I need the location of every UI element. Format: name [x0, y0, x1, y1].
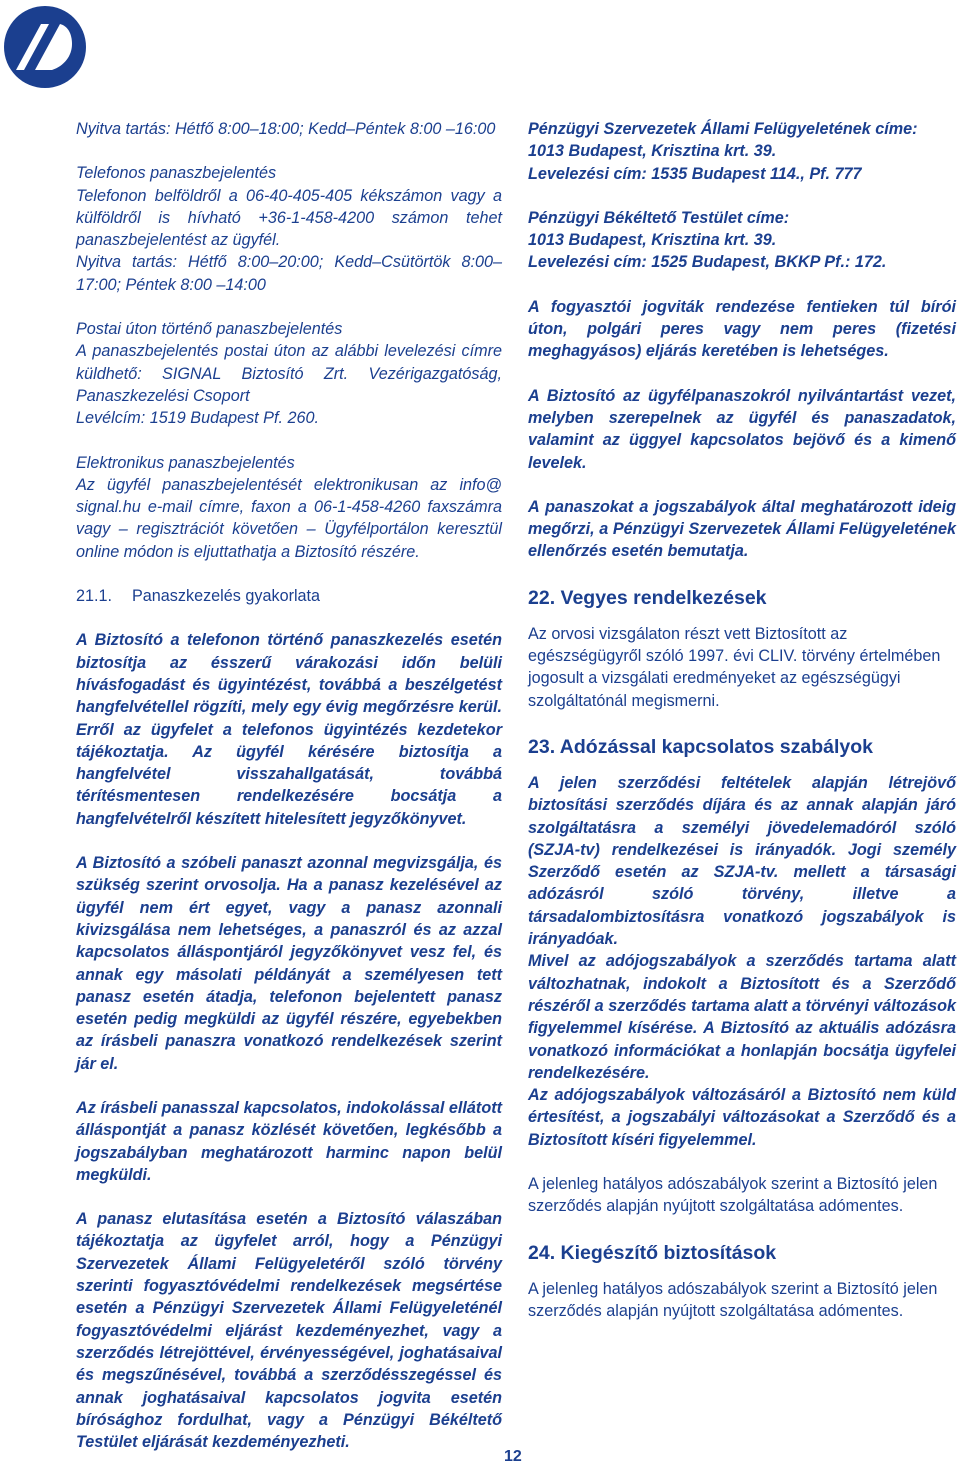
written-complaint-paragraph: Az írásbeli panasszal kapcsolatos, indokolással ellátott álláspontját a panasz közlését követően, legkésőbb a jogszabályban meghatározott harminc napon belül megküldi. — [76, 1098, 502, 1184]
oral-complaint-paragraph: A Biztosító a szóbeli panaszt azonnal megvizsgálja, és szükség szerint orvosolja. Ha a panasz kezelésével az ügyfél nem ért egyet, vagy a panasz azonnali kivizsgálása nem lehetséges, a panaszról és az azzal kapcsolatos álláspontjáról jegyzőkönyvet vesz fel, és annak egy másolati példányát a személyesen tett panasz esetén átadja, telefonon bejelentett panasz esetén pedig megküldi az ügyfél részére, egyebekben az írásbeli panaszra vonatkozó rendelkezések szerint jár el. — [76, 854, 502, 1073]
right-column — [528, 118, 956, 1322]
phone-complaint-title: Telefonos panaszbejelentés — [76, 164, 277, 183]
section-number: 21.1. — [76, 587, 113, 606]
psaf-mail-address: Levelezési cím: 1535 Budapest 114., Pf. 777 — [528, 164, 862, 183]
page-number: 12 — [504, 1448, 522, 1465]
phone-complaint-text: Telefonon belföldről a 06-40-405-405 kékszámon vagy a külföldről is hívható +36-1-458-4200 számon tehet panaszbejelentést az ügyfél. — [76, 186, 502, 250]
phone-handling-paragraph: A Biztosító a telefonon történő panaszkezelés esetén biztosítja az ésszerű várakozási időn belüli hívásfogadást és ügyintézést, továbbá a beszélgetést hangfelvétellel rögzíti, mely egy évig megőrzésre kerül. Erről az ügyfelet a telefonos ügyintézés kezdetekor tájékoztatja. Az ügyfél kérésére biztosítja a hangfelvétel visszahallgatását, továbbá térítésmentesen rendelkezésére bocsátja a hangfelvételről készített hitelesített jegyzőkönyvet. — [76, 631, 502, 828]
court-paragraph: A fogyasztói jogviták rendezése fentieken túl bírói úton, polgári peres vagy nem peres (fizetési meghagyásos) eljárás keretében is lehetséges. — [528, 297, 956, 361]
tax-notification-paragraph: Az adójogszabályok változásáról a Biztosító nem küld értesítést, a jogszabályi változásokat a Szerződő és a Biztosított kíséri figyelemmel. — [528, 1086, 956, 1149]
postal-address: Levélcím: 1519 Budapest Pf. 260. — [76, 409, 319, 428]
psaf-address: 1013 Budapest, Krisztina krt. 39. — [528, 142, 777, 161]
tax-exempt-paragraph: A jelenleg hatályos adószabályok szerint a Biztosító jelen szerződés alapján nyújtott szolgáltatása adómentes. — [528, 1174, 938, 1216]
psaf-address-title: Pénzügyi Szervezetek Állami Felügyeletének címe: — [528, 120, 918, 138]
electronic-complaint-text: Az ügyfél panaszbejelentését elektronikusan az info@ signal.hu e-mail címre, faxon a 06-1-458-4260 faxszámra vagy – regisztrációt követően – Ügyfélportálon keresztül online módon is eljuttathatja a Biztosító részére. — [76, 475, 502, 561]
postal-complaint-title: Postai úton történő panaszbejelentés — [76, 320, 343, 339]
phone-complaint-hours: Nyitva tartás: Hétfő 8:00–20:00; Kedd–Csütörtök 8:00–17:00; Péntek 8:00 –14:00 — [76, 253, 502, 294]
section-21-1-heading — [76, 585, 502, 607]
retention-paragraph: A panaszokat a jogszabályok által meghatározott ideig megőrzi, a Pénzügyi Szervezetek Állami Felügyeletének ellenőrzés esetén bemutatja. — [528, 497, 956, 561]
pbt-address: 1013 Budapest, Krisztina krt. 39. — [528, 231, 777, 250]
electronic-complaint-title: Elektronikus panaszbejelentés — [76, 453, 295, 472]
opening-hours: Nyitva tartás: Hétfő 8:00–18:00; Kedd–Péntek 8:00 –16:00 — [76, 120, 496, 138]
section-23-heading: 23. Adózással kapcsolatos szabályok — [528, 735, 874, 758]
rejection-paragraph: A panasz elutasítása esetén a Biztosító válaszában tájékoztatja az ügyfelet arról, hogy a Pénzügyi Szervezetek Állami Felügyeletéről szóló törvény szerinti fogyasztóvédelmi rendelkezések megsértése esetén a Pénzügyi Szervezetek Állami Felügyeleténél fogyasztóvédelmi eljárást kezdeményezhet, vagy a szerződés létrejöttével, érvényességével, joghatásaival és megszűnésével, továbbá a szerződésszegéssel és annak joghatásaival kapcsolatos jogvita esetén bírósághoz fordulhat, vagy a Pénzügyi Békéltető Testület eljárását kezdeményezheti. — [76, 1210, 502, 1452]
postal-complaint-text: A panaszbejelentés postai úton az alábbi levelezési címre küldhető: SIGNAL Biztosító Zrt. Vezérigazgatóság, Panaszkezelési Csoport — [76, 342, 502, 405]
tax-rules-paragraph: A jelen szerződési feltételek alapján létrejövő biztosítási szerződés díjára és az annak alapján járó szolgáltatásra a személyi jövedelemadóról szóló (SZJA-tv) rendelkezései is irányadók. Jogi személy Szerződő esetén az SZJA-tv. mellett a társasági adózásról szóló törvény, illetve a társadalombiztosításra vonatkozó jogszabályok is irányadóak. — [528, 773, 956, 949]
register-paragraph: A Biztosító az ügyfélpanaszokról nyilvántartást vezet, melyben szerepelnek az ügyfél és panaszadatok, valamint az üggyel kapcsolatos bejövő és a kimenő levelek. — [528, 386, 956, 472]
pbt-mail-address: Levelezési cím: 1525 Budapest, BKKP Pf.: 172. — [528, 253, 887, 272]
section-24-heading: 24. Kiegészítő biztosítások — [528, 1241, 777, 1264]
section-22-heading: 22. Vegyes rendelkezések — [528, 586, 767, 609]
supplementary-tax-paragraph: A jelenleg hatályos adószabályok szerint a Biztosító jelen szerződés alapján nyújtott szolgáltatása adómentes. — [528, 1279, 938, 1320]
tax-changes-paragraph: Mivel az adójogszabályok a szerződés tartama alatt változhatnak, indokolt a Biztosított és a Szerződő részéről a szerződés tartama alatt a törvényi változások figyelemmel kísérése. A Biztosító az aktuális adózásra vonatkozó információkat a honlapján bocsátja ügyfelei rendelkezésére. — [528, 952, 956, 1082]
signal-logo-icon — [2, 4, 88, 90]
medical-paragraph: Az orvosi vizsgálaton részt vett Biztosított az egészségügyről szóló 1997. évi CLIV. törvény értelmében jogosult a vizsgálati eredményeket az egészségügyi szolgáltatónál megismerni. — [528, 624, 941, 710]
section-title: Panaszkezelés gyakorlata — [132, 587, 321, 606]
left-column — [76, 118, 502, 1453]
pbt-address-title: Pénzügyi Békéltető Testület címe: — [528, 208, 790, 227]
